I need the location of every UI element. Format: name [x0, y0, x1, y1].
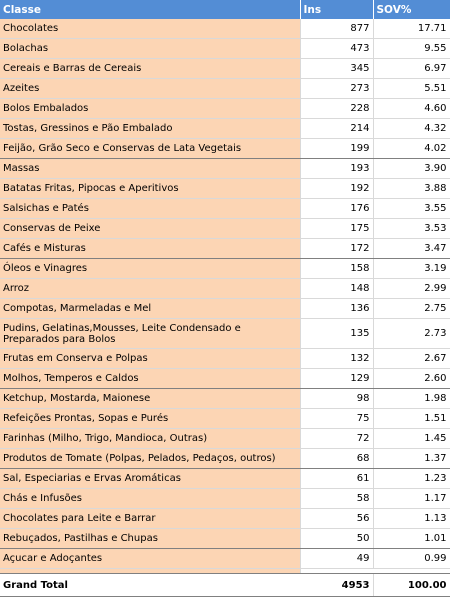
cell-classe: Massas — [0, 159, 300, 179]
cell-sov: 5.51 — [373, 79, 450, 99]
table-row — [0, 99, 450, 119]
cell-ins: 199 — [300, 139, 373, 159]
cell-classe: Farinhas (Milho, Trigo, Mandioca, Outras) — [0, 429, 300, 449]
cell-ins: 135 — [300, 319, 373, 349]
table-row — [0, 389, 450, 409]
cell-sov: 1.17 — [373, 489, 450, 509]
cell-ins: 228 — [300, 99, 373, 119]
cell-ins: 193 — [300, 159, 373, 179]
table-row — [0, 279, 450, 299]
cell-sov: 3.90 — [373, 159, 450, 179]
total-ins: 4953 — [300, 574, 373, 597]
cell-sov: 6.97 — [373, 59, 450, 79]
cell-ins: 49 — [300, 549, 373, 569]
cell-ins: 877 — [300, 19, 373, 39]
table-row — [0, 449, 450, 469]
cell-ins: 273 — [300, 79, 373, 99]
cell-sov: 1.01 — [373, 529, 450, 549]
table-row — [0, 429, 450, 449]
cell-classe: Salsichas e Patés — [0, 199, 300, 219]
cell-ins: 176 — [300, 199, 373, 219]
cell-classe: Rebuçados, Pastilhas e Chupas — [0, 529, 300, 549]
cell-ins: 56 — [300, 509, 373, 529]
total-label: Grand Total — [0, 574, 300, 597]
cell-sov: 3.88 — [373, 179, 450, 199]
table-row — [0, 489, 450, 509]
cell-sov: 1.51 — [373, 409, 450, 429]
cell-ins: 192 — [300, 179, 373, 199]
header-row — [0, 0, 450, 19]
cell-ins: 175 — [300, 219, 373, 239]
cell-ins: 158 — [300, 259, 373, 279]
cell-classe: Cereais e Barras de Cereais — [0, 59, 300, 79]
cell-ins: 132 — [300, 349, 373, 369]
cell-ins: 75 — [300, 409, 373, 429]
header-ins: Ins — [300, 0, 373, 19]
cell-classe: Pudins, Gelatinas,Mousses, Leite Condensado e Preparados para Bolos — [0, 319, 300, 349]
cell-classe: Óleos e Vinagres — [0, 259, 300, 279]
cell-sov: 0.99 — [373, 549, 450, 569]
cell-classe: Sal, Especiarias e Ervas Aromáticas — [0, 469, 300, 489]
cell-ins: 98 — [300, 389, 373, 409]
table-row — [0, 409, 450, 429]
cell-ins: 50 — [300, 529, 373, 549]
cell-ins: 61 — [300, 469, 373, 489]
table-row — [0, 469, 450, 489]
cell-sov: 17.71 — [373, 19, 450, 39]
grand-total-row — [0, 574, 450, 597]
cell-classe: Cafés e Misturas — [0, 239, 300, 259]
cell-classe: Chocolates — [0, 19, 300, 39]
cell-sov: 3.47 — [373, 239, 450, 259]
cell-ins: 148 — [300, 279, 373, 299]
table-row — [0, 319, 450, 349]
table-row — [0, 529, 450, 549]
cell-classe: Batatas Fritas, Pipocas e Aperitivos — [0, 179, 300, 199]
cell-sov: 1.13 — [373, 509, 450, 529]
cell-sov: 2.75 — [373, 299, 450, 319]
table-row — [0, 549, 450, 569]
cell-sov: 3.19 — [373, 259, 450, 279]
cell-classe: Frutas em Conserva e Polpas — [0, 349, 300, 369]
cell-classe: Refeições Prontas, Sopas e Purés — [0, 409, 300, 429]
table-row — [0, 199, 450, 219]
cell-classe: Chocolates para Leite e Barrar — [0, 509, 300, 529]
cell-sov: 1.98 — [373, 389, 450, 409]
cell-ins: 68 — [300, 449, 373, 469]
cell-sov: 4.32 — [373, 119, 450, 139]
cell-classe: Bolachas — [0, 39, 300, 59]
cell-ins: 136 — [300, 299, 373, 319]
cell-sov: 2.60 — [373, 369, 450, 389]
cell-ins: 473 — [300, 39, 373, 59]
cell-classe: Ketchup, Mostarda, Maionese — [0, 389, 300, 409]
cell-sov: 3.55 — [373, 199, 450, 219]
table-row — [0, 299, 450, 319]
cell-ins: 129 — [300, 369, 373, 389]
table-row — [0, 119, 450, 139]
cell-classe: Feijão, Grão Seco e Conservas de Lata Vegetais — [0, 139, 300, 159]
table-row — [0, 509, 450, 529]
cell-ins: 172 — [300, 239, 373, 259]
table-row — [0, 159, 450, 179]
table-row — [0, 39, 450, 59]
header-classe: Classe — [0, 0, 300, 19]
table-row — [0, 179, 450, 199]
cell-classe: Chás e Infusões — [0, 489, 300, 509]
cell-sov: 2.99 — [373, 279, 450, 299]
cell-classe: Azeites — [0, 79, 300, 99]
table-row — [0, 79, 450, 99]
cell-sov: 4.60 — [373, 99, 450, 119]
cell-classe: Açucar e Adoçantes — [0, 549, 300, 569]
cell-ins: 345 — [300, 59, 373, 79]
table-row — [0, 59, 450, 79]
cell-ins: 214 — [300, 119, 373, 139]
table-row — [0, 259, 450, 279]
cell-classe: Produtos de Tomate (Polpas, Pelados, Pedaços, outros) — [0, 449, 300, 469]
cell-sov: 1.37 — [373, 449, 450, 469]
table-row — [0, 349, 450, 369]
table-row — [0, 369, 450, 389]
cell-ins: 58 — [300, 489, 373, 509]
cell-sov: 2.67 — [373, 349, 450, 369]
cell-classe: Compotas, Marmeladas e Mel — [0, 299, 300, 319]
cell-classe: Arroz — [0, 279, 300, 299]
cell-sov: 3.53 — [373, 219, 450, 239]
table-row — [0, 219, 450, 239]
cell-sov: 1.23 — [373, 469, 450, 489]
cell-classe: Molhos, Temperos e Caldos — [0, 369, 300, 389]
cell-classe: Bolos Embalados — [0, 99, 300, 119]
table-row — [0, 139, 450, 159]
table-row — [0, 239, 450, 259]
cell-sov: 1.45 — [373, 429, 450, 449]
cell-classe: Tostas, Gressinos e Pão Embalado — [0, 119, 300, 139]
header-sov: SOV% — [373, 0, 450, 19]
total-sov: 100.00 — [373, 574, 450, 597]
cell-sov: 9.55 — [373, 39, 450, 59]
table-row — [0, 19, 450, 39]
cell-classe: Conservas de Peixe — [0, 219, 300, 239]
cell-sov: 4.02 — [373, 139, 450, 159]
cell-sov: 2.73 — [373, 319, 450, 349]
cell-ins: 72 — [300, 429, 373, 449]
